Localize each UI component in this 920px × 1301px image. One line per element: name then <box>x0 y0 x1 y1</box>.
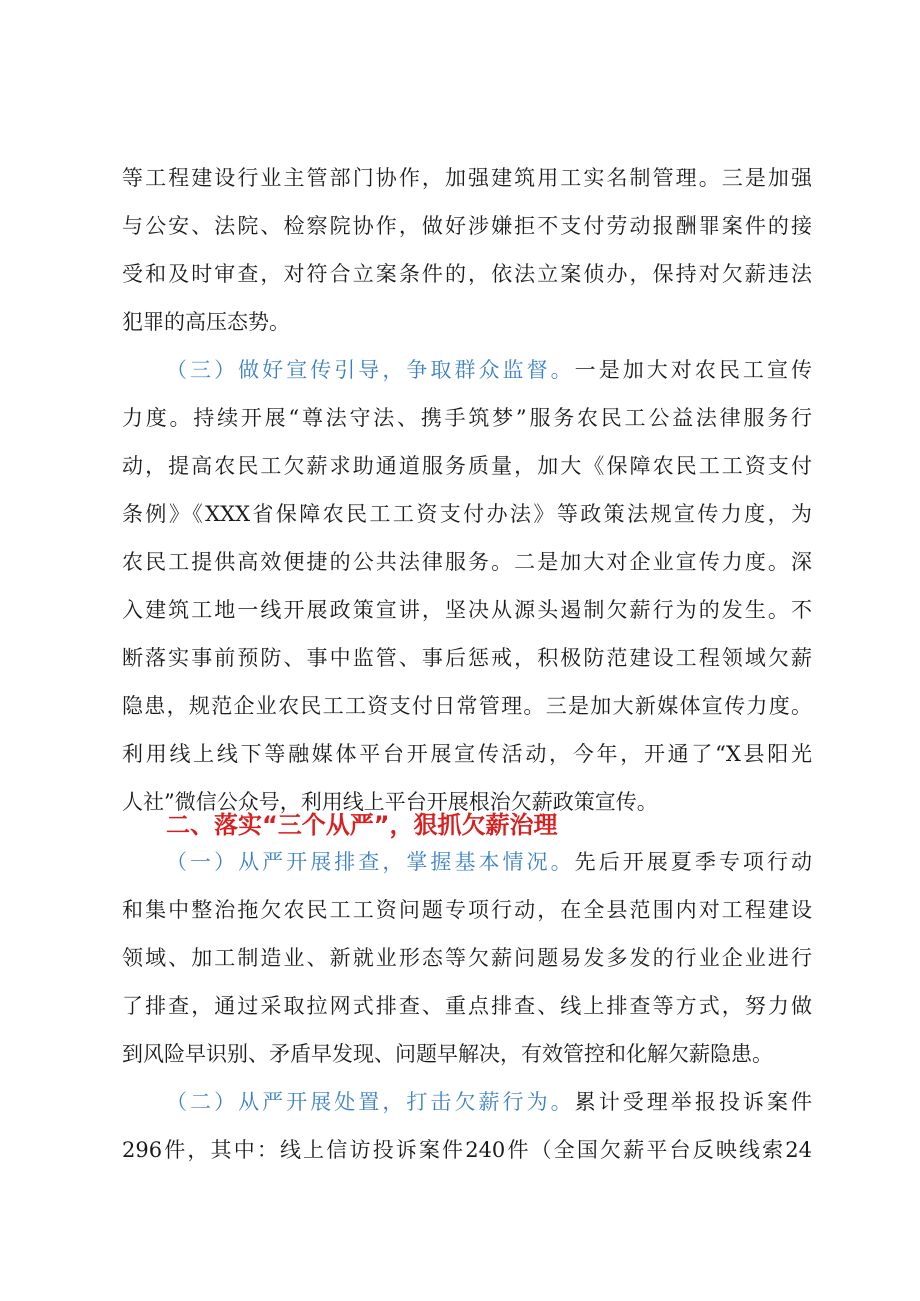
paragraph-line: 等工程建设行业主管部门协作，加强建筑用工实名制管理。三是加强 <box>122 166 812 190</box>
paragraph-1 <box>122 154 812 346</box>
subheading: （三）做好宣传引导，争取群众监督。 <box>166 358 575 382</box>
paragraph-text: 先后开展夏季专项行动 <box>574 850 812 874</box>
paragraph-first-line <box>122 346 812 394</box>
paragraph-first-line <box>122 1078 812 1126</box>
paragraph-line: 入建筑工地一线开展政策宣讲，坚决从源头遏制欠薪行为的发生。不 <box>122 598 812 622</box>
paragraph-line: 条例》《XXX省保障农民工工资支付办法》等政策法规宣传力度，为 <box>122 502 812 526</box>
paragraph-line: 犯罪的高压态势。 <box>122 310 290 334</box>
paragraph-line: 力度。持续开展“尊法守法、携手筑梦”服务农民工公益法律服务行 <box>122 406 812 430</box>
paragraph-line: 296件，其中：线上信访投诉案件240件（全国欠薪平台反映线索24 <box>122 1138 812 1162</box>
paragraph-line: 和集中整治拖欠农民工工资问题专项行动，在全县范围内对工程建设 <box>122 898 812 922</box>
paragraph-text: 一是加大对农民工宣传 <box>574 358 812 382</box>
paragraph-line: 断落实事前预防、事中监管、事后惩戒，积极防范建设工程领域欠薪 <box>122 646 812 670</box>
paragraph-line: 利用线上线下等融媒体平台开展宣传活动，今年，开通了“X县阳光 <box>122 742 812 766</box>
paragraph-4 <box>122 1078 812 1174</box>
subheading: （一）从严开展排查，掌握基本情况。 <box>166 850 575 874</box>
paragraph-line: 到风险早识别、矛盾早发现、问题早解决，有效管控和化解欠薪隐患。 <box>122 1042 773 1066</box>
subheading: （二）从严开展处置，打击欠薪行为。 <box>166 1090 575 1114</box>
section-heading: 二、落实“三个从严”，狠抓欠薪治理 <box>166 811 558 839</box>
paragraph-line: 人社”微信公众号，利用线上平台开展根治欠薪政策宣传。 <box>122 790 658 814</box>
paragraph-line: 农民工提供高效便捷的公共法律服务。二是加大对企业宣传力度。深 <box>122 550 812 574</box>
paragraph-line: 与公安、法院、检察院协作，做好涉嫌拒不支付劳动报酬罪案件的接 <box>122 214 812 238</box>
paragraph-3 <box>122 838 812 1078</box>
paragraph-line: 隐患，规范企业农民工工资支付日常管理。三是加大新媒体宣传力度。 <box>122 694 812 718</box>
paragraph-line: 了排查，通过采取拉网式排查、重点排查、线上排查等方式，努力做 <box>122 994 812 1018</box>
paragraph-first-line <box>122 838 812 886</box>
paragraph-2 <box>122 346 812 826</box>
paragraph-line: 受和及时审查，对符合立案条件的，依法立案侦办，保持对欠薪违法 <box>122 262 812 286</box>
paragraph-text: 累计受理举报投诉案件 <box>574 1090 812 1114</box>
paragraph-line: 动，提高农民工欠薪求助通道服务质量，加大《保障农民工工资支付 <box>122 454 812 478</box>
paragraph-line: 领域、加工制造业、新就业形态等欠薪问题易发多发的行业企业进行 <box>122 946 812 970</box>
